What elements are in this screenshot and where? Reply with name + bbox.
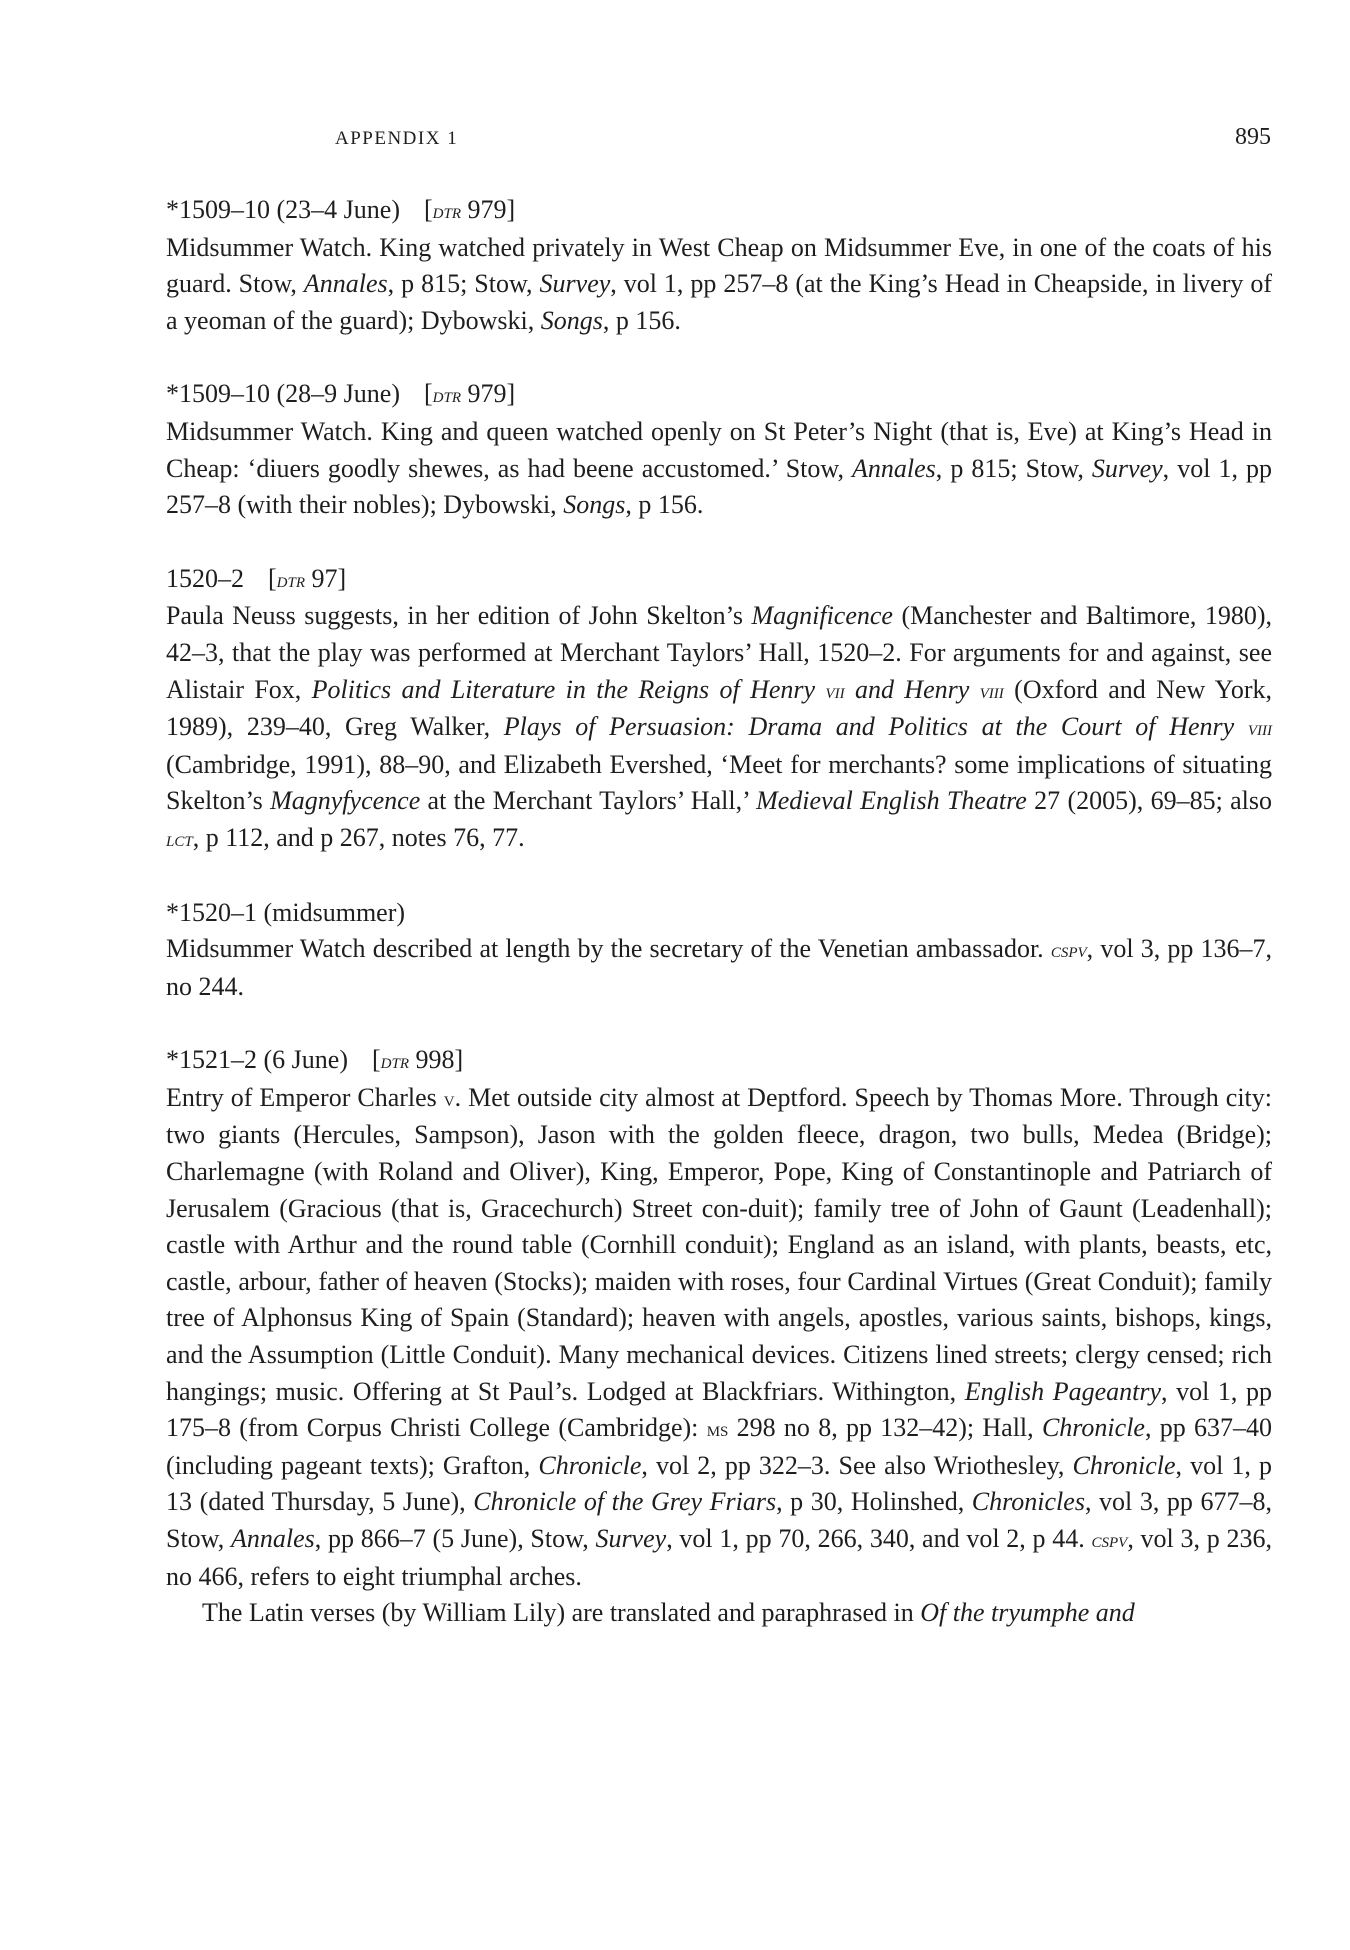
title-italic: Magnyfycence: [270, 786, 421, 816]
body-text: , p 30, Holinshed,: [776, 1487, 972, 1517]
entry-body: [166, 414, 1272, 524]
body-text: , pp 637–40 (including pageant texts); Grafton,: [166, 1413, 1273, 1480]
body-text: , vol 2, pp 322–3. See also Wriothesley,: [641, 1450, 1073, 1480]
text-block: [166, 192, 1272, 1632]
entry-paragraph-2: [166, 1595, 1272, 1632]
body-text: , pp 866–7 (5 June), Stow,: [314, 1524, 596, 1553]
entry-body: [166, 931, 1272, 1005]
ref-open: [: [268, 563, 277, 593]
ref-number: 97]: [305, 563, 347, 593]
title-italic: Chronicles: [971, 1487, 1085, 1517]
entry-1509-28-june: [166, 376, 1272, 523]
abbr-smallcaps: cspv: [1091, 1528, 1128, 1552]
body-text: , p 112, and p 267, notes 76, 77.: [192, 822, 525, 852]
body-text: 27 (2005), 69–85; also: [1026, 786, 1272, 816]
title-italic: Annales: [231, 1524, 315, 1553]
abbr-smallcaps: cspv: [1050, 938, 1087, 963]
regnal-numeral: viii: [979, 678, 1004, 703]
body-text: , vol 3, pp 677–8, Stow,: [166, 1487, 1272, 1553]
body-text: (Manchester and Baltimore, 1980), 42–3, that the play was performed at Merchant Taylors’ Hall, 1520–2. For arguments for and against, see Alistair Fox,: [166, 601, 1273, 704]
regnal-numeral: vii: [825, 678, 845, 703]
entry-body: [166, 1080, 1272, 1595]
title-italic: Annales: [852, 453, 936, 483]
running-head: APPENDIX 1: [335, 128, 459, 149]
title-italic: Chronicle: [538, 1450, 642, 1480]
body-text: Midsummer Watch. King watched privately in West Cheap on Midsummer Eve, in one of the coats of his guard. Stow,: [166, 232, 1272, 299]
body-text: 298 no 8, pp 132–42); Hall,: [728, 1413, 1042, 1443]
title-italic: Chronicle of the Grey Friars: [473, 1487, 777, 1517]
title-italic: English Pageantry: [964, 1376, 1162, 1406]
body-text: , p 156.: [602, 305, 681, 335]
body-text: , vol 1, pp 257–8 (with their nobles); Dybowski,: [166, 453, 1272, 520]
entry-date: *1509–10 (28–9 June): [166, 379, 400, 409]
body-text: , vol 1, pp 70, 266, 340, and vol 2, p 44.: [666, 1524, 1092, 1553]
body-text: The Latin verses (by William Lily) are translated and paraphrased in: [202, 1598, 921, 1628]
dtr-abbr: dtr: [432, 383, 461, 408]
body-text: Midsummer Watch. King and queen watched openly on St Peter’s Night (that is, Eve) at King’s Head in Cheap: ‘diuers goodly shewes, as had beene accustomed.’ Stow,: [166, 416, 1272, 483]
entry-date: 1520–2: [166, 563, 244, 593]
abbr-smallcaps: ms: [706, 1417, 729, 1442]
body-text: (Oxford and New York, 1989), 239–40, Greg Walker,: [166, 674, 1272, 742]
title-italic: Chronicle: [1041, 1413, 1145, 1443]
entry-body: [166, 230, 1272, 340]
body-text: , vol 3, p 236, no 466, refers to eight triumphal arches.: [166, 1524, 1272, 1591]
entry-date: *1509–10 (23–4 June): [166, 195, 400, 224]
ref-number: 998]: [409, 1045, 464, 1075]
entry-heading: [166, 192, 1272, 230]
entry-1521-2-6-june: [166, 1042, 1272, 1632]
body-text: (Cambridge, 1991), 88–90, and Elizabeth Evershed, ‘Meet for merchants? some implications of situating Skelton’s: [166, 749, 1272, 816]
title-italic: and Henry: [844, 674, 980, 704]
title-italic: Politics and Literature in the Reigns of Henry: [311, 674, 826, 704]
body-text: , p 156.: [625, 490, 704, 520]
body-text: . Met outside city almost at Deptford. Speech by Thomas More. Through city: two giants (Hercules, Sampson), Jason with the golden fleece, dragon, two bulls, Medea (Bridge); Charlemagne (with Roland and Oliver), King, Emperor, Pope, King of Constantinople and Patriarch of Jerusalem (Gracious (that is, Gracechurch) Street con-duit); family tree of John of Gaunt (Leadenhall); castle with Arthur and the round table (Cornhill conduit); England as an island, with plants, beasts, etc, castle, arbour, father of heaven (Stocks); maiden with roses, four Cardinal Virtues (Great Conduit); family tree of Alphonsus King of Spain (Standard); heaven with angels, apostles, various saints, bishops, kings, and the Assumption (Little Conduit). Many mechanical devices. Citizens lined streets; clergy censed; rich hangings; music. Offering at St Paul’s. Lodged at Blackfriars. Withington,: [166, 1082, 1272, 1406]
entry-heading: [166, 1042, 1272, 1080]
ref-open: [: [423, 195, 433, 224]
page-number: 895: [1235, 124, 1271, 150]
entry-date: *1521–2 (6 June): [166, 1045, 348, 1075]
body-text: Entry of Emperor Charles: [166, 1082, 444, 1112]
title-italic: Survey: [539, 269, 611, 299]
body-text: , vol 1, pp 257–8 (at the King’s Head in Cheapside, in livery of a yeoman of the guard); Dybowski,: [166, 269, 1272, 335]
title-italic: Magnificence: [751, 601, 893, 631]
title-italic: Survey: [1091, 453, 1163, 483]
body-text: , vol 3, pp 136–7, no 244.: [166, 934, 1272, 1001]
entry-1520-2: [166, 561, 1272, 858]
title-italic: Medieval English Theatre: [756, 786, 1027, 816]
title-italic: Survey: [595, 1524, 667, 1553]
title-italic: Songs: [540, 305, 603, 335]
body-text: , p 815; Stow,: [387, 269, 540, 299]
dtr-abbr: dtr: [432, 199, 461, 223]
ref-number: 979]: [461, 195, 516, 224]
title-italic: Chronicle: [1072, 1450, 1176, 1480]
title-italic: Annales: [303, 269, 388, 299]
entry-body: [166, 598, 1272, 857]
body-text: Paula Neuss suggests, in her edition of John Skelton’s: [166, 601, 752, 631]
body-text: , vol 1, p 13 (dated Thursday, 5 June),: [166, 1450, 1272, 1517]
abbr-smallcaps: lct: [166, 826, 193, 851]
regnal-numeral: v: [443, 1086, 455, 1111]
body-text: , vol 1, pp 175–8 (from Corpus Christi College (Cambridge):: [166, 1376, 1272, 1443]
ref-open: [: [371, 1045, 381, 1075]
body-text: , p 815; Stow,: [935, 453, 1092, 483]
entry-date: *1520–1 (midsummer): [166, 897, 406, 927]
entry-heading: [166, 561, 1272, 599]
body-text: at the Merchant Taylors’ Hall,’: [420, 786, 757, 816]
title-italic: Of the tryumphe and: [920, 1598, 1135, 1628]
body-text: Midsummer Watch described at length by the secretary of the Venetian ambassador.: [166, 934, 1051, 964]
title-italic: Plays of Persuasion: Drama and Politics at the Court of Henry: [503, 712, 1248, 742]
regnal-numeral: viii: [1247, 716, 1273, 741]
ref-open: [: [423, 379, 433, 409]
entry-1509-23-june: [166, 192, 1272, 339]
entry-1520-1-midsummer: [166, 895, 1272, 1006]
ref-number: 979]: [461, 379, 516, 409]
dtr-abbr: dtr: [380, 1049, 409, 1074]
title-italic: Songs: [563, 490, 626, 520]
entry-heading: [166, 376, 1272, 414]
dtr-abbr: dtr: [276, 567, 306, 592]
entry-heading: [166, 895, 1272, 932]
